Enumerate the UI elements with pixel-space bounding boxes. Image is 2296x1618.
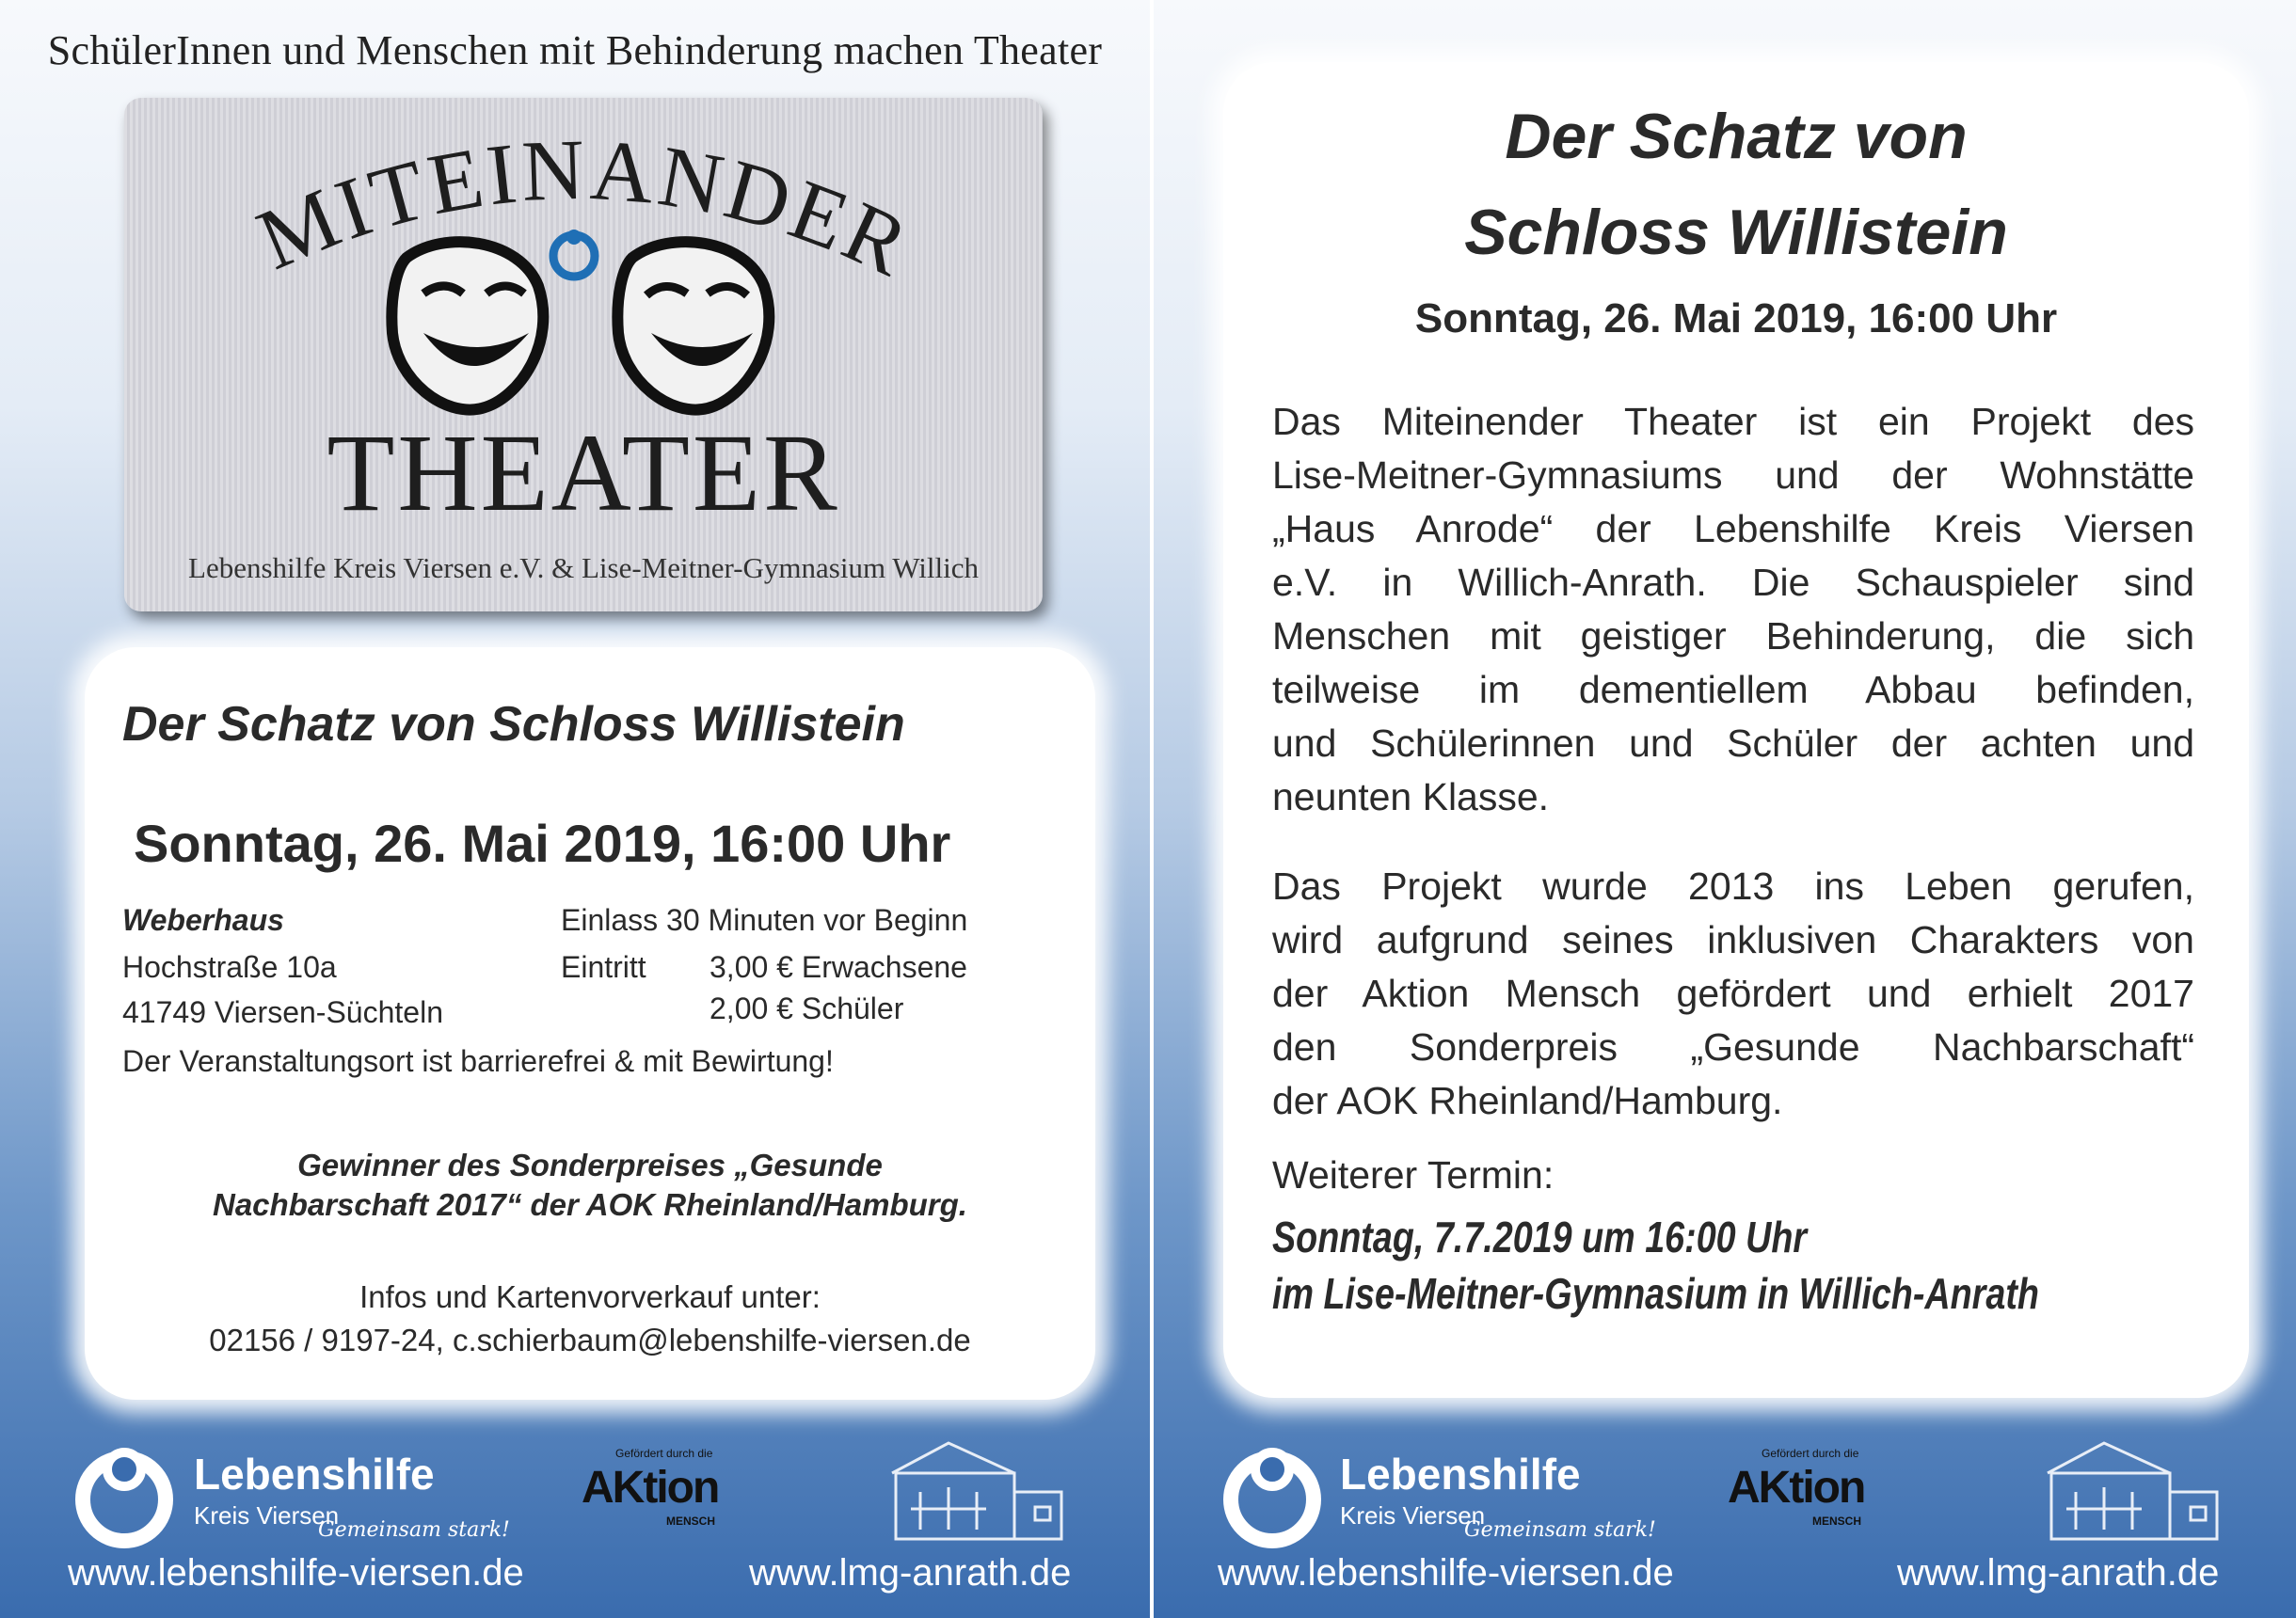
entry-label: Eintritt <box>561 950 646 984</box>
project-history-paragraph <box>1272 860 2194 1128</box>
paragraph-line: „Haus Anrode“ der Lebenshilfe Kreis Viersen <box>1272 507 2194 550</box>
aktion-mensch-sub: MENSCH <box>1812 1515 1862 1528</box>
further-date-line-2: im Lise-Meitner-Gymnasium in Willich-Anrath <box>1272 1269 2039 1318</box>
miteinander-theater-logo <box>124 98 1043 611</box>
lebenshilfe-logo-icon <box>1216 1441 1329 1554</box>
logo-artwork <box>124 98 1043 611</box>
project-description-paragraph <box>1272 395 2194 824</box>
play-date: Sonntag, 26. Mai 2019, 16:00 Uhr <box>1414 295 2058 341</box>
venue-name: Weberhaus <box>122 903 284 937</box>
paragraph-line: neunten Klasse. <box>1272 775 1550 818</box>
venue-city: 41749 Viersen-Süchteln <box>122 995 443 1029</box>
event-info-card <box>85 647 1095 1400</box>
info-line-1: Infos und Kartenvorverkauf unter: <box>359 1279 821 1314</box>
info-line-2: 02156 / 9197-24, c.schierbaum@lebenshilfe-viersen.de <box>209 1323 971 1357</box>
price-students: 2,00 € Schüler <box>710 991 904 1025</box>
happy-mask-right-icon <box>617 242 769 409</box>
lebenshilfe-region: Kreis Viersen <box>1340 1501 1486 1530</box>
right-flyer-panel <box>1154 0 2296 1618</box>
accessibility-note: Der Veranstaltungsort ist barrierefrei & mit Bewirtung! <box>122 1044 834 1078</box>
paragraph-line: e.V. in Willich-Anrath. Die Schauspieler sind <box>1272 561 2194 604</box>
paragraph-line: Menschen mit geistiger Behinderung, die sich <box>1272 614 2194 658</box>
admission-note: Einlass 30 Minuten vor Beginn <box>561 903 968 937</box>
school-building-icon <box>883 1436 1071 1548</box>
lebenshilfe-slogan: Gemeinsam stark! <box>1464 1518 1656 1542</box>
play-title-line-1: Der Schatz von <box>1505 101 1968 172</box>
url-lmg-link[interactable]: www.lmg-anrath.de <box>749 1552 1072 1594</box>
tagline: SchülerInnen und Menschen mit Behinderung machen Theater <box>47 27 1103 73</box>
happy-mask-left-icon <box>391 242 543 409</box>
lebenshilfe-region: Kreis Viersen <box>194 1501 340 1530</box>
paragraph-line: teilweise im dementiellem Abbau befinden, <box>1272 668 2194 711</box>
lebenshilfe-name: Lebenshilfe <box>194 1450 435 1499</box>
aktion-mensch-logo: AKtion <box>1728 1463 1865 1513</box>
play-title-line-2: Schloss Willistein <box>1464 197 2008 268</box>
paragraph-line: Das Projekt wurde 2013 ins Leben gerufen, <box>1272 865 2194 908</box>
url-lebenshilfe-link[interactable]: www.lebenshilfe-viersen.de <box>68 1552 524 1594</box>
further-date-label: Weiterer Termin: <box>1272 1153 1555 1197</box>
url-lebenshilfe-link[interactable]: www.lebenshilfe-viersen.de <box>1218 1552 1674 1594</box>
event-date: Sonntag, 26. Mai 2019, 16:00 Uhr <box>134 814 951 873</box>
paragraph-line: wird aufgrund seines inklusiven Charakters von <box>1272 918 2194 961</box>
aktion-mensch-logo: AKtion <box>582 1463 719 1513</box>
lebenshilfe-mark-icon <box>553 230 595 277</box>
right-footer <box>1154 1420 2296 1618</box>
url-lmg-link[interactable]: www.lmg-anrath.de <box>1897 1552 2220 1594</box>
paragraph-line: Das Miteinender Theater ist ein Projekt des <box>1272 400 2194 443</box>
description-card <box>1223 62 2249 1398</box>
paragraph-line: Lise-Meitner-Gymnasiums und der Wohnstätte <box>1272 453 2194 497</box>
paragraph-line: der Aktion Mensch gefördert und erhielt 2017 <box>1272 972 2194 1015</box>
lebenshilfe-logo-icon <box>68 1441 181 1554</box>
price-adults: 3,00 € Erwachsene <box>710 950 967 984</box>
left-footer <box>0 1420 1150 1618</box>
logo-subtitle: Lebenshilfe Kreis Viersen e.V. & Lise-Meitner-Gymnasium Willich <box>188 551 979 584</box>
aktion-funded-note: Gefördert durch die <box>1762 1447 1859 1460</box>
logo-word-miteinander: MITEINANDER <box>244 120 926 296</box>
lebenshilfe-name: Lebenshilfe <box>1340 1450 1581 1499</box>
lebenshilfe-slogan: Gemeinsam stark! <box>318 1518 510 1542</box>
venue-street: Hochstraße 10a <box>122 950 337 984</box>
logo-word-theater: THEATER <box>327 411 840 534</box>
event-title: Der Schatz von Schloss Willistein <box>122 697 905 752</box>
paragraph-line: den Sonderpreis „Gesunde Nachbarschaft“ <box>1272 1025 2194 1069</box>
award-line-2: Nachbarschaft 2017“ der AOK Rheinland/Hamburg. <box>213 1187 967 1222</box>
aktion-funded-note: Gefördert durch die <box>615 1447 713 1460</box>
further-date-line-1: Sonntag, 7.7.2019 um 16:00 Uhr <box>1272 1213 1808 1261</box>
award-line-1: Gewinner des Sonderpreises „Gesunde <box>297 1148 883 1182</box>
school-building-icon <box>2038 1436 2226 1548</box>
paragraph-line: und Schülerinnen und Schüler der achten und <box>1272 722 2194 765</box>
aktion-mensch-sub: MENSCH <box>666 1515 716 1528</box>
paragraph-line: der AOK Rheinland/Hamburg. <box>1272 1079 1783 1122</box>
